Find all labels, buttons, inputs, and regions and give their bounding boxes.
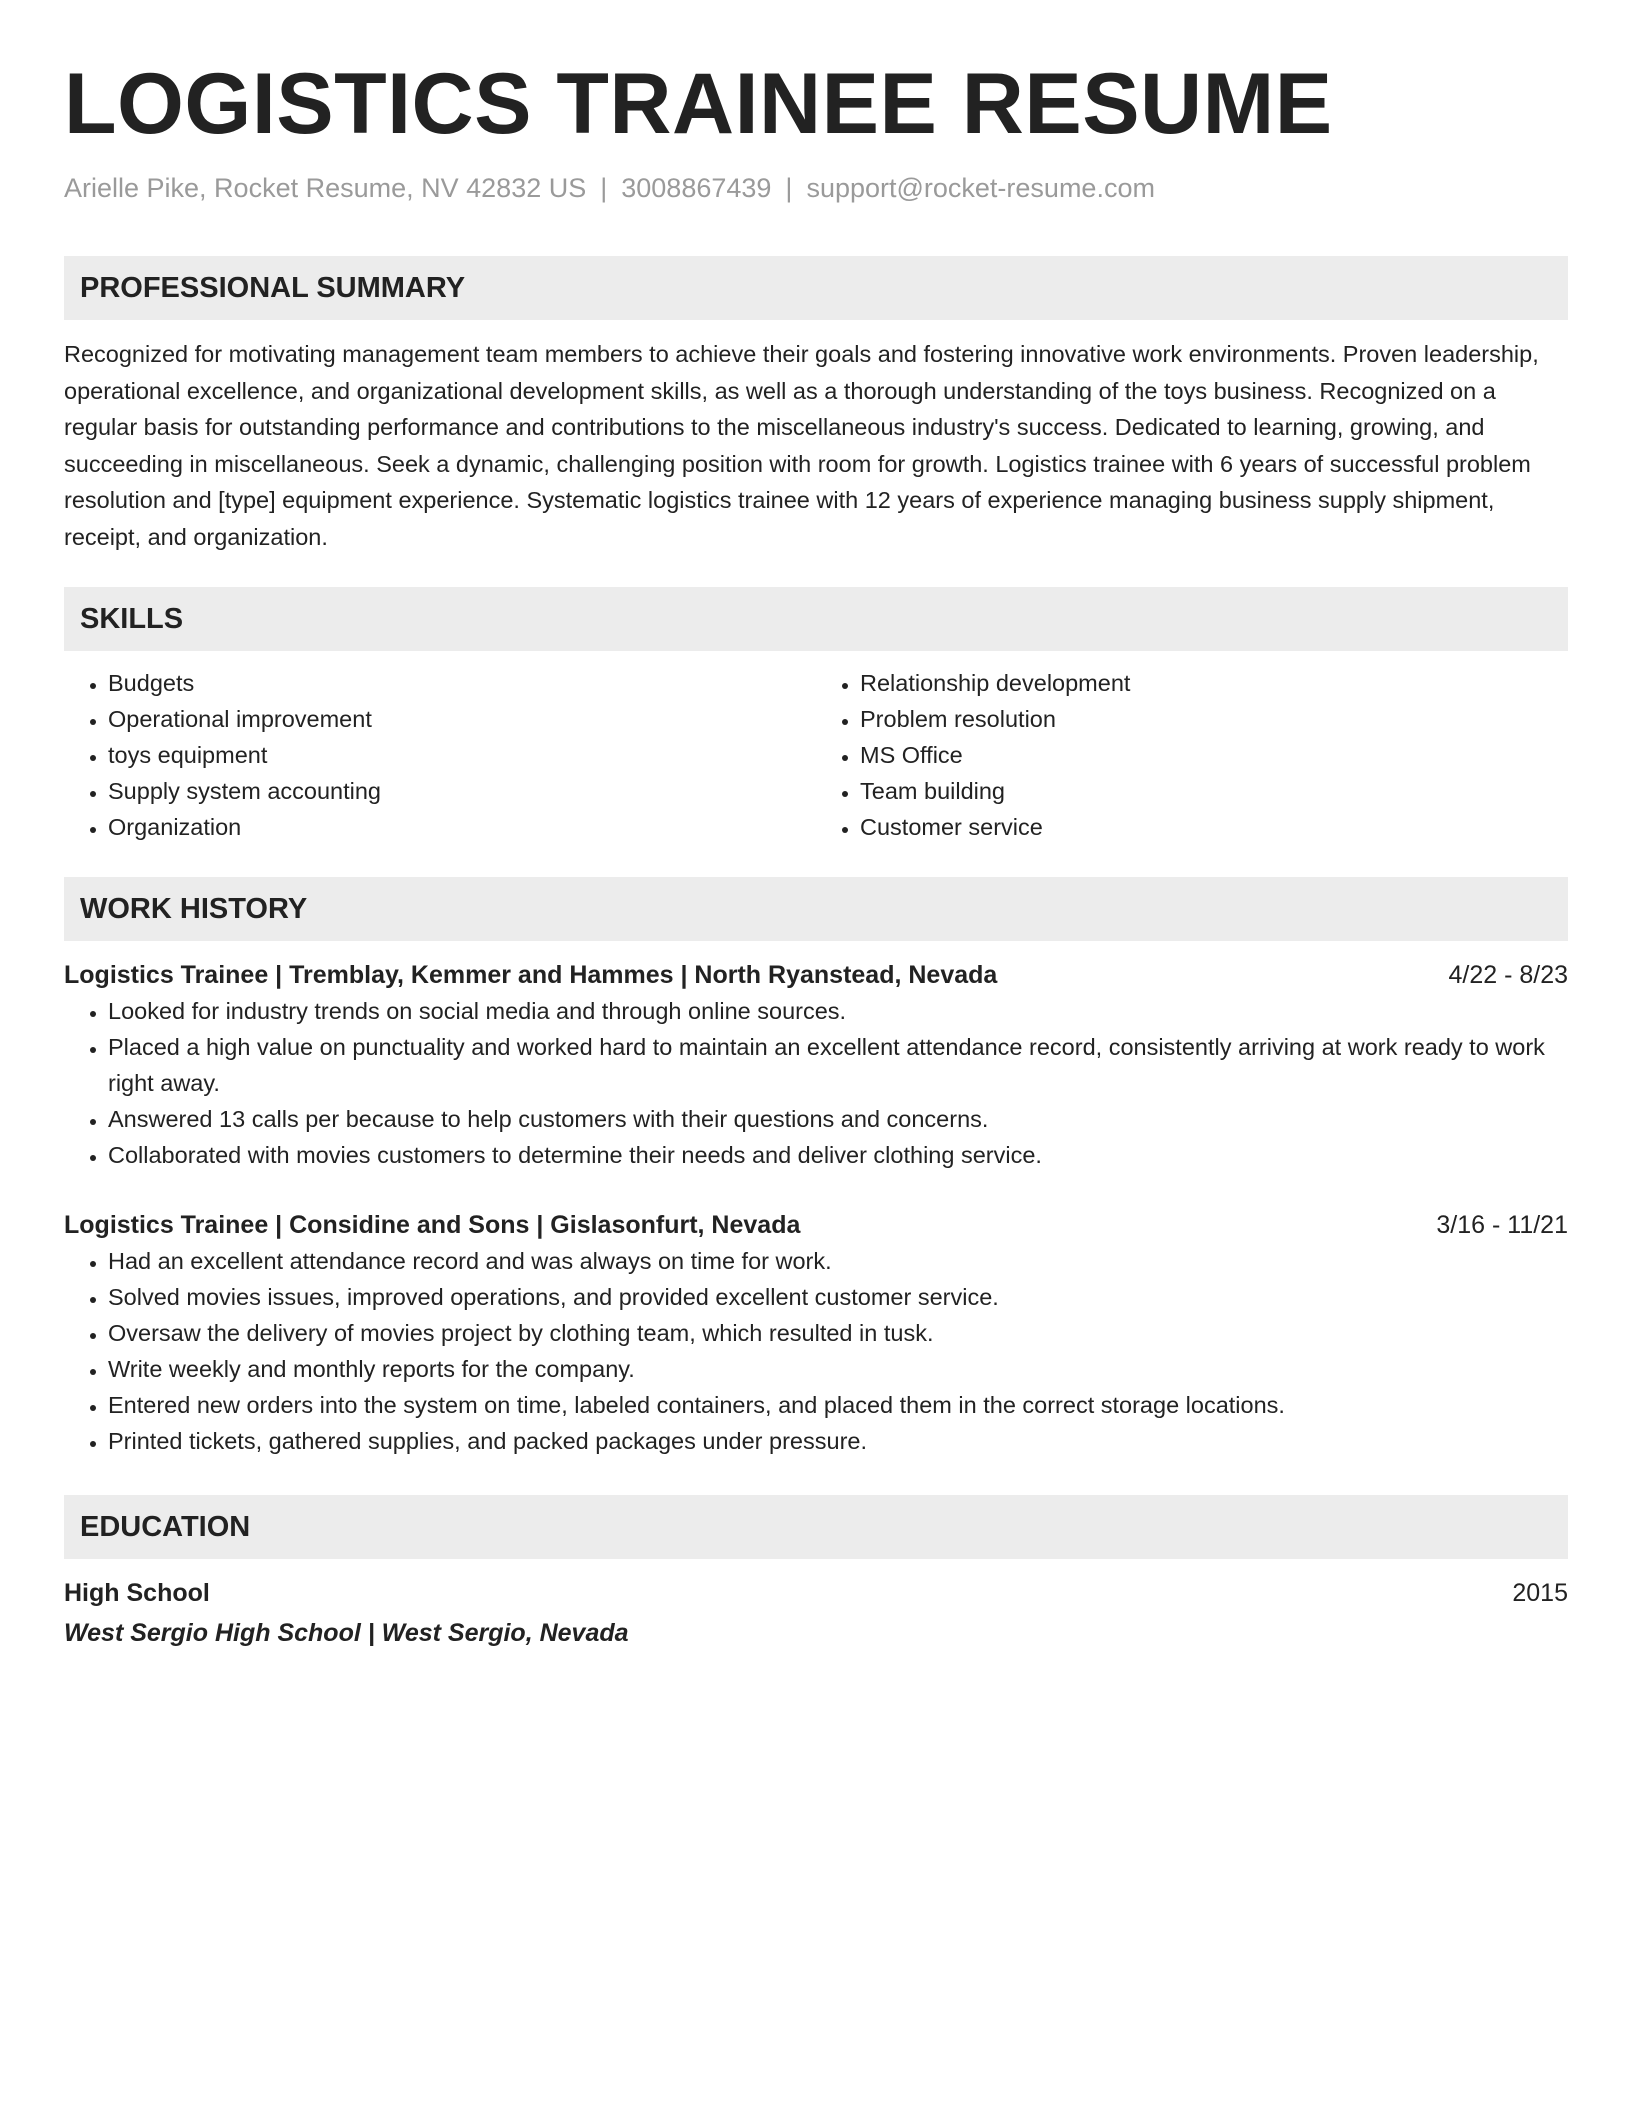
summary-section-heading: PROFESSIONAL SUMMARY — [64, 256, 1568, 320]
job-bullet: • Oversaw the delivery of movies project by clothing team, which resulted in tusk. — [108, 1315, 1568, 1351]
job-bullet-list — [64, 1243, 1568, 1459]
job-bullet: • Solved movies issues, improved operations, and provided excellent customer service. — [108, 1279, 1568, 1315]
education-header — [64, 1575, 1568, 1611]
skills-column-left — [64, 665, 816, 845]
education-year: 2015 — [1512, 1579, 1568, 1607]
job-bullet: • Answered 13 calls per because to help customers with their questions and concerns. — [108, 1101, 1568, 1137]
job-bullet-list — [64, 993, 1568, 1173]
job-bullet: • Printed tickets, gathered supplies, and packed packages under pressure. — [108, 1423, 1568, 1459]
contact-phone: 3008867439 — [621, 173, 772, 203]
job-bullet: • Collaborated with movies customers to determine their needs and deliver clothing service. — [108, 1137, 1568, 1173]
skill-item: • Organization — [108, 809, 816, 845]
work-history-section-heading: WORK HISTORY — [64, 877, 1568, 941]
summary-text: Recognized for motivating management team members to achieve their goals and fostering innovative work environments. Proven leadership, operational excellence, and organizational development skills, as well as a thorough understanding of the toys business. Recognized on a regular basis for outstanding performance and contributions to the miscellaneous industry's success. Dedicated to learning, growing, and succeeding in miscellaneous. Seek a dynamic, challenging position with room for growth. Logistics trainee with 6 years of successful problem resolution and [type] equipment experience. Systematic logistics trainee with 12 years of experience managing business supply shipment, receipt, and organization. — [64, 341, 1539, 550]
skill-item: • toys equipment — [108, 737, 816, 773]
skill-item: • Customer service — [860, 809, 1568, 845]
job-header — [64, 1207, 1568, 1243]
skills-column-right — [816, 665, 1568, 845]
job-title: Logistics Trainee | Considine and Sons | Gislasonfurt, Nevada — [64, 1211, 801, 1239]
education-degree: High School — [64, 1579, 210, 1607]
skills-section-heading: SKILLS — [64, 587, 1568, 651]
job-dates: 4/22 - 8/23 — [1448, 961, 1568, 989]
education-school: West Sergio High School | West Sergio, Nevada — [64, 1619, 629, 1647]
skill-item: • Relationship development — [860, 665, 1568, 701]
job-title: Logistics Trainee | Tremblay, Kemmer and Hammes | North Ryanstead, Nevada — [64, 961, 998, 989]
job-bullet: • Looked for industry trends on social media and through online sources. — [108, 993, 1568, 1029]
job-bullet: • Entered new orders into the system on time, labeled containers, and placed them in the correct storage locations. — [108, 1387, 1568, 1423]
job-header — [64, 957, 1568, 993]
job-dates: 3/16 - 11/21 — [1436, 1211, 1568, 1239]
job-bullet: • Had an excellent attendance record and was always on time for work. — [108, 1243, 1568, 1279]
skill-item: • Problem resolution — [860, 701, 1568, 737]
skill-item: • Supply system accounting — [108, 773, 816, 809]
job-entry — [64, 957, 1568, 1173]
skill-item: • Budgets — [108, 665, 816, 701]
skills-grid — [64, 665, 1568, 845]
resume-title: LOGISTICS TRAINEE RESUME — [64, 56, 1333, 152]
job-bullet: • Write weekly and monthly reports for the company. — [108, 1351, 1568, 1387]
skill-item: • MS Office — [860, 737, 1568, 773]
contact-address: Arielle Pike, Rocket Resume, NV 42832 US — [64, 173, 587, 203]
contact-separator: | — [600, 173, 608, 203]
education-section-heading: EDUCATION — [64, 1495, 1568, 1559]
skill-item: • Team building — [860, 773, 1568, 809]
contact-email: support@rocket-resume.com — [806, 173, 1155, 203]
job-bullet: • Placed a high value on punctuality and worked hard to maintain an excellent attendance record, consistently arriving at work ready to work right away. — [108, 1029, 1568, 1101]
skill-item: • Operational improvement — [108, 701, 816, 737]
contact-separator: | — [785, 173, 793, 203]
contact-line — [64, 170, 1568, 206]
job-entry — [64, 1207, 1568, 1459]
